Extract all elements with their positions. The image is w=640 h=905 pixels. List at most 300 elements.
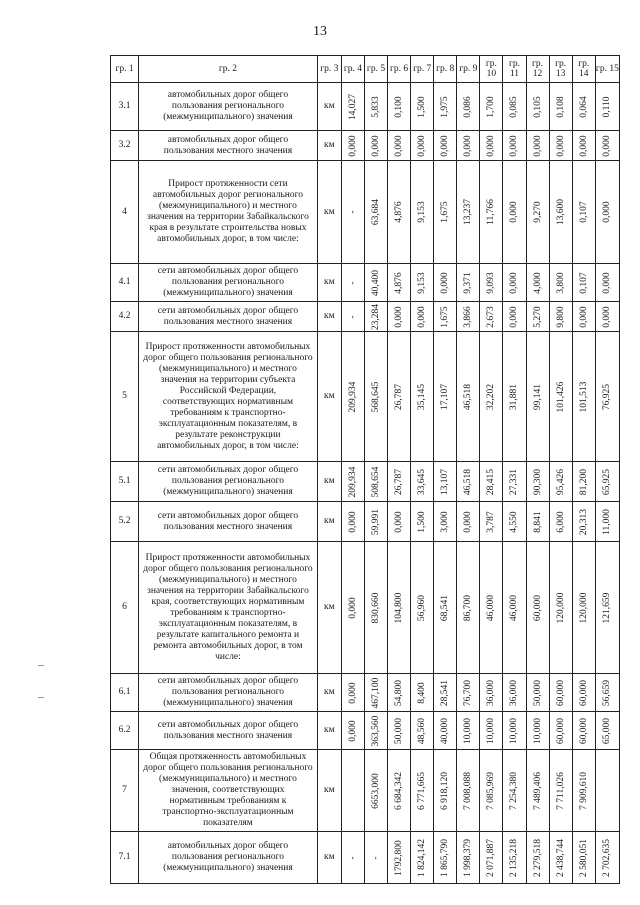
value-text: 3,787 <box>486 510 497 533</box>
row-description: автомобильных дорог общего пользования регионального (межмуниципального) значения <box>139 832 318 884</box>
value-text: 28,415 <box>486 468 497 495</box>
value-cell <box>411 750 434 832</box>
value-cell <box>411 712 434 750</box>
row-unit: км <box>317 832 341 884</box>
value-cell <box>572 264 595 302</box>
margin-mark <box>38 697 44 698</box>
header-cell-gr8: гр. 8 <box>434 56 457 83</box>
table-row <box>111 161 620 264</box>
value-text: 65,000 <box>602 717 613 744</box>
value-text: - <box>371 855 381 860</box>
value-cell <box>341 332 364 462</box>
row-description: сети автомобильных дорог общего пользования регионального (межмуниципального) значения <box>139 674 318 712</box>
value-cell <box>457 674 480 712</box>
value-text: 23,284 <box>371 303 381 330</box>
value-cell <box>549 832 572 884</box>
value-cell <box>595 131 619 161</box>
header-cell-gr2: гр. 2 <box>139 56 318 83</box>
value-cell <box>388 83 411 131</box>
value-cell <box>480 712 503 750</box>
value-text: 568,645 <box>371 381 381 412</box>
value-text: 830,660 <box>371 592 381 623</box>
value-text: 467,100 <box>371 677 381 708</box>
table-row <box>111 332 620 462</box>
value-cell <box>526 83 549 131</box>
value-cell <box>457 750 480 832</box>
value-text: 8,841 <box>532 510 543 533</box>
value-text: 0,000 <box>440 271 451 294</box>
value-cell <box>480 674 503 712</box>
value-cell <box>457 83 480 131</box>
value-cell <box>549 674 572 712</box>
value-text: 0,000 <box>602 271 613 294</box>
row-unit: км <box>317 502 341 542</box>
value-cell <box>549 161 572 264</box>
value-cell <box>388 161 411 264</box>
value-cell <box>434 264 457 302</box>
header-cell-gr3: гр. 3 <box>317 56 341 83</box>
value-text: 60,000 <box>578 717 589 744</box>
row-description: сети автомобильных дорог общего пользования регионального (межмуниципального) значения <box>139 264 318 302</box>
value-cell <box>411 332 434 462</box>
value-text: 2 438,744 <box>555 838 566 877</box>
value-text: 3,866 <box>463 305 474 328</box>
value-cell <box>364 83 387 131</box>
value-cell <box>503 712 526 750</box>
header-cell-gr7: гр. 7 <box>411 56 434 83</box>
value-cell <box>388 131 411 161</box>
value-text: 90,300 <box>532 468 543 495</box>
value-cell <box>480 161 503 264</box>
value-cell <box>434 542 457 674</box>
value-text: 6 771,665 <box>417 771 428 810</box>
value-text: 11,766 <box>486 199 497 225</box>
value-cell <box>388 332 411 462</box>
value-text: 0,000 <box>509 201 520 223</box>
value-cell <box>572 161 595 264</box>
value-cell <box>388 502 411 542</box>
value-cell <box>503 302 526 332</box>
value-text: 11,000 <box>602 508 613 535</box>
value-cell <box>526 832 549 884</box>
value-cell <box>341 302 364 332</box>
value-text: 121,659 <box>602 592 613 623</box>
value-cell <box>526 542 549 674</box>
header-cell-gr12: гр. 12 <box>526 56 549 83</box>
value-text: 2 279,518 <box>532 838 543 877</box>
value-text: 0,000 <box>394 305 405 328</box>
value-cell <box>411 462 434 502</box>
value-text: 26,787 <box>394 468 405 495</box>
value-cell <box>457 332 480 462</box>
value-text: 6 918,120 <box>440 771 451 810</box>
value-cell <box>341 674 364 712</box>
value-cell <box>411 832 434 884</box>
value-cell <box>572 83 595 131</box>
value-cell <box>549 83 572 131</box>
value-cell <box>503 674 526 712</box>
value-cell <box>595 832 619 884</box>
value-text: 7 085,969 <box>486 771 497 810</box>
value-cell <box>549 502 572 542</box>
value-text: 7 489,406 <box>532 771 543 810</box>
value-text: 9,270 <box>532 201 543 223</box>
value-cell <box>572 674 595 712</box>
value-cell <box>595 542 619 674</box>
row-description: сети автомобильных дорог общего пользования местного значения <box>139 712 318 750</box>
value-text: 0,000 <box>486 134 497 157</box>
value-text: 60,000 <box>555 717 566 744</box>
value-cell <box>388 712 411 750</box>
row-unit: км <box>317 161 341 264</box>
value-text: 1,500 <box>417 95 428 118</box>
value-text: 2 702,635 <box>602 838 613 877</box>
value-cell <box>526 712 549 750</box>
value-text: 0,000 <box>347 681 358 704</box>
row-unit: км <box>317 264 341 302</box>
value-text: 7 008,088 <box>463 771 474 810</box>
value-cell <box>480 83 503 131</box>
table-row <box>111 542 620 674</box>
value-text: 40,400 <box>371 269 381 296</box>
value-cell <box>411 264 434 302</box>
value-text: 68,541 <box>440 594 451 621</box>
header-cell-gr4: гр. 4 <box>341 56 364 83</box>
row-number: 5 <box>111 332 139 462</box>
value-text: 3,000 <box>440 510 451 533</box>
row-unit: км <box>317 302 341 332</box>
table-body <box>111 83 620 884</box>
table-row <box>111 712 620 750</box>
value-cell <box>388 750 411 832</box>
value-text: 7 254,380 <box>509 771 520 810</box>
value-cell <box>364 674 387 712</box>
value-text: 50,000 <box>532 679 543 706</box>
value-cell <box>434 712 457 750</box>
value-cell <box>457 462 480 502</box>
table-row <box>111 264 620 302</box>
value-cell <box>503 832 526 884</box>
row-unit: км <box>317 332 341 462</box>
row-unit: км <box>317 83 341 131</box>
value-cell <box>388 264 411 302</box>
value-text: 9,153 <box>417 201 428 223</box>
row-description: Общая протяженность автомобильных дорог общего пользования регионального (межмуниципального) и местного значения, соответствующих нормативным требованиям к транспортно-эксплуатационным показателям <box>139 750 318 832</box>
value-text: 31,881 <box>509 383 520 410</box>
value-text: - <box>347 314 358 319</box>
table-row <box>111 750 620 832</box>
table-row <box>111 832 620 884</box>
table-row <box>111 674 620 712</box>
value-text: 4,000 <box>532 271 543 294</box>
value-text: 1 865,790 <box>440 838 451 877</box>
value-cell <box>572 712 595 750</box>
value-text: 1 824,142 <box>417 838 428 877</box>
header-cell-gr1: гр. 1 <box>111 56 139 83</box>
value-text: 0,000 <box>394 510 405 533</box>
value-cell <box>595 674 619 712</box>
value-text: 48,560 <box>417 717 428 744</box>
row-unit: км <box>317 462 341 502</box>
value-text: 32,202 <box>486 383 497 410</box>
row-number: 3.2 <box>111 131 139 161</box>
value-cell <box>388 302 411 332</box>
value-text: 0,110 <box>602 95 613 118</box>
value-cell <box>434 832 457 884</box>
value-text: 26,787 <box>394 383 405 410</box>
value-cell <box>503 502 526 542</box>
value-text: 0,085 <box>509 95 520 118</box>
value-text: 3,800 <box>555 271 566 294</box>
value-text: 46,518 <box>463 468 474 495</box>
header-cell-gr5: гр. 5 <box>364 56 387 83</box>
value-text: 14,027 <box>347 93 358 120</box>
row-number: 4.1 <box>111 264 139 302</box>
value-text: 1,675 <box>440 201 451 223</box>
value-text: 209,934 <box>347 381 358 412</box>
row-description: Прирост протяженности автомобильных дорог общего пользования регионального (межмуниципального) и местного значения на территории Забайкальского края, соответствующих нормативным требованиям к транспортно-эксплуатационным показателям, в результате капитального ремонта и ремонта автомобильных дорог, в том числе: <box>139 542 318 674</box>
value-text: 7 711,026 <box>555 771 566 810</box>
value-cell <box>572 332 595 462</box>
value-text: 0,000 <box>602 201 613 223</box>
value-cell <box>364 462 387 502</box>
value-text: 46,000 <box>486 594 497 621</box>
value-cell <box>341 462 364 502</box>
value-cell <box>434 502 457 542</box>
value-text: 4,876 <box>394 271 405 294</box>
value-cell <box>341 542 364 674</box>
value-cell <box>364 542 387 674</box>
value-cell <box>341 161 364 264</box>
value-text: 99,141 <box>532 383 543 410</box>
value-text: 17,107 <box>440 383 451 410</box>
value-cell <box>388 462 411 502</box>
value-cell <box>388 674 411 712</box>
value-cell <box>549 712 572 750</box>
value-text: 0,064 <box>578 95 589 118</box>
value-text: 1,975 <box>440 95 451 118</box>
value-text: 36,000 <box>509 679 520 706</box>
value-cell <box>526 674 549 712</box>
value-text: 4,550 <box>509 510 520 533</box>
value-cell <box>595 83 619 131</box>
row-unit: км <box>317 712 341 750</box>
value-cell <box>480 502 503 542</box>
value-cell <box>572 462 595 502</box>
value-text: 209,934 <box>347 466 358 497</box>
row-number: 5.2 <box>111 502 139 542</box>
value-text: 0,000 <box>347 510 358 533</box>
value-text: 0,000 <box>509 134 520 157</box>
value-text: 1,700 <box>486 95 497 118</box>
value-text: 35,145 <box>417 383 428 410</box>
value-text: 13,107 <box>440 468 451 495</box>
value-text: 4,876 <box>394 201 405 223</box>
header-cell-gr9: гр. 9 <box>457 56 480 83</box>
value-text: 0,000 <box>602 134 613 157</box>
value-cell <box>595 502 619 542</box>
value-cell <box>434 674 457 712</box>
value-cell <box>457 264 480 302</box>
value-text: 63,684 <box>371 198 381 226</box>
value-text: - <box>347 855 358 860</box>
value-cell <box>411 83 434 131</box>
value-cell <box>503 264 526 302</box>
value-cell <box>526 302 549 332</box>
value-cell <box>572 750 595 832</box>
value-cell <box>526 131 549 161</box>
value-cell <box>364 832 387 884</box>
value-cell <box>434 83 457 131</box>
row-number: 6.1 <box>111 674 139 712</box>
header-cell-gr10: гр. 10 <box>480 56 503 83</box>
value-text: 36,000 <box>486 679 497 706</box>
header-cell-gr15: гр. 15 <box>595 56 619 83</box>
value-cell <box>503 161 526 264</box>
value-cell <box>526 750 549 832</box>
value-cell <box>549 332 572 462</box>
value-cell <box>572 131 595 161</box>
value-cell <box>411 542 434 674</box>
value-text: 508,654 <box>371 466 381 497</box>
value-cell <box>364 264 387 302</box>
value-text: 0,000 <box>440 134 451 157</box>
value-text: 0,086 <box>463 95 474 118</box>
header-cell-gr6: гр. 6 <box>388 56 411 83</box>
value-cell <box>572 832 595 884</box>
value-cell <box>549 462 572 502</box>
value-cell <box>480 542 503 674</box>
row-description: Прирост протяженности автомобильных дорог общего пользования регионального (межмуниципального) и местного значения на территории субъекта Российской Федерации, соответствующих нормативным требованиям к транспортно-эксплуатационным показателям, в результате реконструкции автомобильных дорог, в том числе: <box>139 332 318 462</box>
value-cell <box>364 302 387 332</box>
value-cell <box>595 462 619 502</box>
value-text: 50,000 <box>394 717 405 744</box>
value-cell <box>364 502 387 542</box>
row-number: 7.1 <box>111 832 139 884</box>
table-row <box>111 131 620 161</box>
value-cell <box>388 542 411 674</box>
value-text: 33,645 <box>417 468 428 495</box>
row-number: 7 <box>111 750 139 832</box>
value-text: 13,237 <box>463 198 474 226</box>
value-cell <box>595 712 619 750</box>
value-cell <box>341 712 364 750</box>
value-text: 56,659 <box>602 679 613 706</box>
value-cell <box>434 750 457 832</box>
value-text: 0,000 <box>602 305 613 328</box>
value-cell <box>457 131 480 161</box>
value-text: 28,541 <box>440 679 451 706</box>
value-cell <box>595 332 619 462</box>
row-description: сети автомобильных дорог общего пользования местного значения <box>139 502 318 542</box>
value-text: 0,000 <box>371 134 381 157</box>
value-text: 0,000 <box>509 271 520 294</box>
value-text: 0,000 <box>394 134 405 157</box>
value-text: 0,108 <box>555 95 566 118</box>
value-text: 0,000 <box>532 134 543 157</box>
value-cell <box>503 83 526 131</box>
value-text: 13,600 <box>555 198 566 226</box>
value-text: 86,700 <box>463 594 474 621</box>
row-unit: км <box>317 131 341 161</box>
value-cell <box>411 161 434 264</box>
value-text: 20,313 <box>578 508 589 535</box>
row-number: 3.1 <box>111 83 139 131</box>
value-cell <box>341 502 364 542</box>
row-description: автомобильных дорог общего пользования регионального (межмуниципального) значения <box>139 83 318 131</box>
value-cell <box>411 131 434 161</box>
value-cell <box>411 502 434 542</box>
value-text: 81,200 <box>578 468 589 495</box>
value-cell <box>595 302 619 332</box>
value-text: - <box>347 280 358 285</box>
value-cell <box>480 832 503 884</box>
value-text: 1,500 <box>417 510 428 533</box>
value-text: 363,560 <box>371 715 381 746</box>
value-text: 0,000 <box>417 134 428 157</box>
value-cell <box>526 462 549 502</box>
value-text: 10,000 <box>486 717 497 744</box>
value-cell <box>480 302 503 332</box>
value-text: 6,000 <box>555 510 566 533</box>
value-cell <box>549 264 572 302</box>
row-description: Прирост протяженности сети автомобильных дорог регионального (межмуниципального) и местного значения на территории Забайкальского края в результате строительства новых автомобильных дорог, в том числе: <box>139 161 318 264</box>
value-text: 2,673 <box>486 305 497 328</box>
value-text: 46,518 <box>463 383 474 410</box>
value-text: 27,331 <box>509 468 520 495</box>
value-cell <box>595 264 619 302</box>
row-number: 4.2 <box>111 302 139 332</box>
value-text: 46,000 <box>509 594 520 621</box>
value-cell <box>480 332 503 462</box>
value-cell <box>457 502 480 542</box>
value-text: 9,093 <box>486 271 497 294</box>
value-cell <box>434 161 457 264</box>
value-cell <box>364 131 387 161</box>
page-number: 13 <box>313 24 327 39</box>
value-cell <box>595 161 619 264</box>
value-cell <box>549 750 572 832</box>
value-text: 0,000 <box>555 134 566 157</box>
value-text: 0,000 <box>578 305 589 328</box>
value-cell <box>503 750 526 832</box>
value-text: 0,000 <box>578 134 589 157</box>
value-text: 60,000 <box>578 679 589 706</box>
value-cell <box>549 542 572 674</box>
value-cell <box>503 462 526 502</box>
value-cell <box>341 750 364 832</box>
value-cell <box>526 502 549 542</box>
value-cell <box>388 832 411 884</box>
value-text: 104,800 <box>394 592 405 623</box>
value-text: 0,105 <box>532 95 543 118</box>
value-text: 5,270 <box>532 305 543 328</box>
value-text: 9,800 <box>555 305 566 328</box>
row-unit: км <box>317 542 341 674</box>
value-cell <box>526 264 549 302</box>
value-cell <box>480 131 503 161</box>
value-text: 6 684,342 <box>394 771 405 810</box>
value-text: 5,833 <box>371 95 381 118</box>
value-text: 7 909,610 <box>578 771 589 810</box>
value-cell <box>526 161 549 264</box>
value-text: 0,100 <box>394 95 405 118</box>
value-cell <box>364 750 387 832</box>
row-number: 6 <box>111 542 139 674</box>
value-text: 0,000 <box>417 305 428 328</box>
value-text: 6653,000 <box>371 772 381 809</box>
table-row <box>111 462 620 502</box>
